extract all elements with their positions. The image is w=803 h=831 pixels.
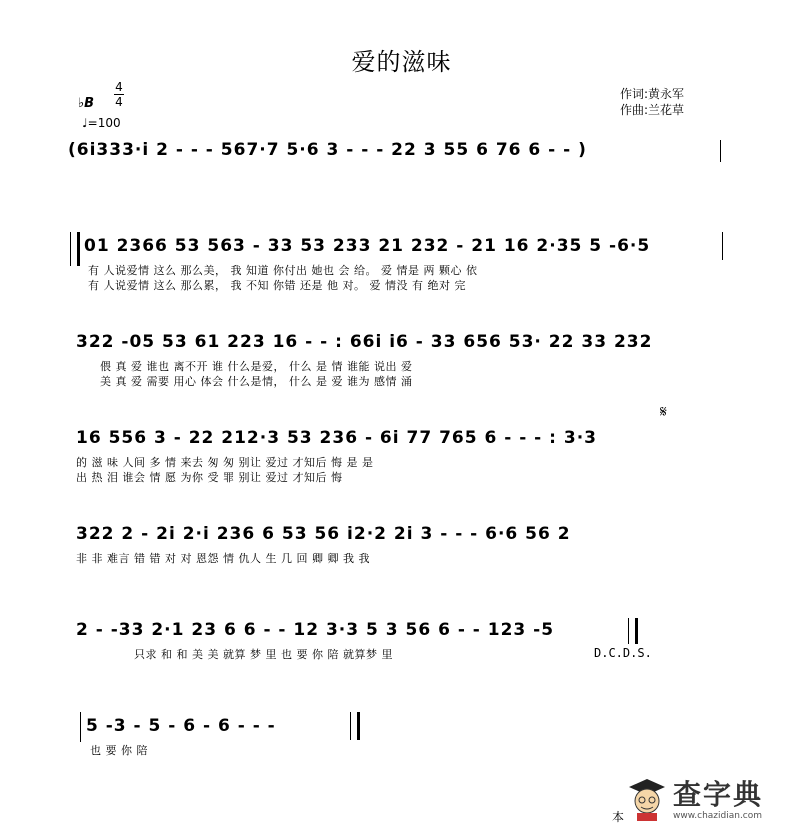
dc-ds-mark: D.C.D.S. — [594, 646, 652, 660]
tempo-mark: ♩=100 — [82, 116, 121, 130]
barline — [720, 140, 721, 162]
barline — [722, 232, 723, 260]
lyrics-line-5: 非 非 难言 错 错 对 对 恩怨 情 仇人 生 几 回 卿 卿 我 我 — [76, 552, 370, 565]
lyricist: 作词:黄永军 — [620, 87, 685, 101]
time-signature — [114, 80, 124, 109]
score-line-3: 322 -05 53 61 223 16 - - : 66i i6 - 33 656 53· 22 33 232 — [76, 332, 653, 352]
end-bar — [350, 712, 360, 740]
footer-char: 本 — [612, 810, 625, 824]
lyrics-line-7: 也 要 你 陪 — [90, 744, 148, 757]
lyrics-line-4b: 出 热 泪 谁会 情 愿 为你 受 罪 别让 爱过 才知后 悔 — [76, 471, 343, 484]
segno-icon: 𝄋 — [660, 402, 667, 421]
tempo-block — [78, 80, 148, 132]
watermark — [627, 773, 797, 827]
score-line-6: 2 - -33 2·1 23 6 6 - - 12 3·3 5 3 56 6 - - 123 -5 — [76, 620, 555, 640]
lyrics-line-2b: 有 人说爱情 这么 那么累， 我 不知 你错 还是 他 对。 爱 情没 有 绝对 完 — [88, 279, 466, 292]
composer: 作曲:兰花草 — [620, 103, 685, 117]
score-line-4: 16 556 3 - 22 212·3 53 236 - 6i 77 765 6 - - - : 3·3 — [76, 428, 597, 448]
barline — [80, 712, 81, 742]
score-line-2: 01 2366 53 563 - 33 53 233 21 232 - 21 16 2·35 5 -6·5 — [84, 236, 651, 256]
lyrics-line-2a: 有 人说爱情 这么 那么美， 我 知道 你付出 她也 会 给。 爱 情是 两 颗心 依 — [88, 264, 478, 277]
repeat-bar — [628, 618, 638, 644]
mascot-icon — [627, 777, 667, 821]
score-line-1: (6i333·i 2 - - - 567·7 5·6 3 - - - 22 3 55 6 76 6 - - ) — [68, 140, 587, 160]
score-line-7: 5 -3 - 5 - 6 - 6 - - - — [86, 716, 276, 736]
song-title: 爱的滋味 — [351, 48, 452, 76]
watermark-title: 查字典 — [673, 778, 764, 811]
key-signature: ♭B — [78, 96, 95, 111]
score-line-5: 322 2 - 2i 2·i 236 6 53 56 i2·2 2i 3 - - - 6·6 56 2 — [76, 524, 571, 544]
watermark-url: www.chazidian.com — [673, 811, 763, 821]
meter-top: 4 — [115, 80, 123, 94]
start-double-bar — [70, 232, 80, 266]
lyrics-line-4a: 的 滋 味 人间 多 情 来去 匆 匆 别让 爱过 才知后 悔 是 是 — [76, 456, 374, 469]
credits — [620, 86, 684, 118]
lyrics-line-6: 只求 和 和 美 美 就算 梦 里 也 要 你 陪 就算梦 里 — [134, 648, 393, 661]
lyrics-line-3b: 美 真 爱 需要 用心 体会 什么是情， 什么 是 爱 谁为 感情 涌 — [100, 375, 413, 388]
meter-bottom: 4 — [115, 95, 123, 109]
lyrics-line-3a: 偎 真 爱 谁也 离不开 谁 什么是爱， 什么 是 情 谁能 说出 爱 — [100, 360, 413, 373]
